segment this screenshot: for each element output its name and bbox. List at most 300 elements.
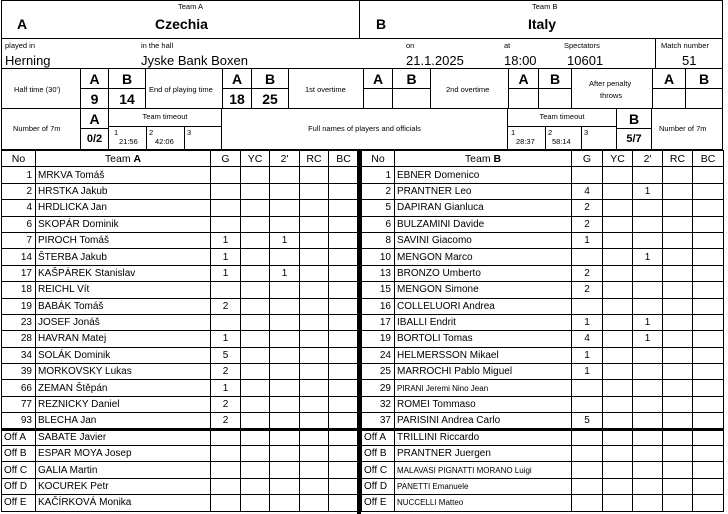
- player-red: [300, 200, 329, 216]
- official-empty-cell: [300, 446, 329, 462]
- penalty-col-b: B: [698, 71, 710, 87]
- official-empty-cell: [572, 478, 603, 494]
- player-yellow: [603, 364, 633, 380]
- player-goals: [572, 249, 603, 265]
- official-name: GALIA Martin: [36, 462, 211, 478]
- player-yellow: [603, 380, 633, 396]
- player-number: 2: [2, 183, 36, 199]
- player-goals: 2: [572, 265, 603, 281]
- official-empty-cell: [329, 446, 359, 462]
- player-red: [300, 364, 329, 380]
- player-blue: [329, 314, 359, 330]
- player-yellow: [241, 183, 270, 199]
- ot2-a-cell: [508, 68, 539, 109]
- player-name: BULZAMINI Davide: [395, 216, 572, 232]
- match-number-label: Match number: [661, 41, 709, 50]
- player-two-min: [270, 298, 300, 314]
- official-empty-cell: [270, 462, 300, 478]
- official-row: [362, 446, 724, 462]
- player-number: 8: [362, 232, 395, 248]
- player-name: MARROCHI Pablo Miguel: [395, 364, 572, 380]
- player-goals: 2: [211, 298, 241, 314]
- official-empty-cell: [300, 462, 329, 478]
- official-name: KAČÍRKOVÁ Monika: [36, 495, 211, 511]
- official-empty-cell: [693, 495, 724, 511]
- player-number: 25: [362, 364, 395, 380]
- player-goals: [211, 167, 241, 183]
- official-role: Off E: [362, 495, 395, 511]
- player-number: 14: [2, 249, 36, 265]
- player-name: BORTOLI Tomas: [395, 331, 572, 347]
- ot1-a-cell: [363, 68, 393, 109]
- official-empty-cell: [241, 462, 270, 478]
- col-yellow: YC: [603, 151, 633, 167]
- timeout-b-1-value: 28:37: [516, 137, 535, 146]
- player-red: [300, 298, 329, 314]
- official-empty-cell: [572, 462, 603, 478]
- player-name: HRSTKA Jakub: [36, 183, 211, 199]
- player-goals: 4: [572, 183, 603, 199]
- player-number: 34: [2, 347, 36, 363]
- player-row: [362, 216, 724, 232]
- team-b-caption: Team B: [532, 2, 558, 11]
- player-yellow: [603, 282, 633, 298]
- player-goals: 4: [572, 331, 603, 347]
- team-a-header: [1, 0, 360, 39]
- player-two-min: [270, 380, 300, 396]
- player-yellow: [603, 396, 633, 412]
- official-empty-cell: [572, 429, 603, 445]
- player-yellow: [603, 216, 633, 232]
- player-name: HAVRAN Matej: [36, 331, 211, 347]
- player-number: 16: [362, 298, 395, 314]
- ot1-col-b: B: [406, 71, 417, 87]
- col-team: [395, 151, 572, 167]
- player-yellow: [241, 249, 270, 265]
- ot2-col-a: A: [518, 71, 529, 87]
- player-goals: 1: [572, 232, 603, 248]
- official-row: [2, 429, 359, 445]
- team-b-header-row: [362, 151, 724, 167]
- sevenm-b-letter: B: [628, 111, 640, 127]
- player-goals: 5: [572, 413, 603, 429]
- player-two-min: [270, 314, 300, 330]
- player-name: BLECHA Jan: [36, 413, 211, 429]
- player-row: [2, 298, 359, 314]
- player-goals: 1: [211, 265, 241, 281]
- official-row: [2, 462, 359, 478]
- player-red: [663, 167, 693, 183]
- player-row: [2, 249, 359, 265]
- player-two-min: [633, 167, 663, 183]
- col-goals: G: [572, 151, 603, 167]
- timeout-a-2-num: 2: [149, 128, 154, 137]
- player-blue: [329, 413, 359, 429]
- player-row: [362, 396, 724, 412]
- player-row: [2, 396, 359, 412]
- player-two-min: [270, 167, 300, 183]
- player-goals: [572, 380, 603, 396]
- end-time-label: End of playing time: [149, 85, 213, 94]
- col-two-min: 2': [633, 151, 663, 167]
- player-row: [362, 413, 724, 429]
- sevenm-a-letter: A: [89, 111, 100, 127]
- player-yellow: [603, 183, 633, 199]
- player-name: REICHL Vít: [36, 282, 211, 298]
- player-name: ŠTERBA Jakub: [36, 249, 211, 265]
- sevenm-b-value: 5/7: [626, 133, 642, 145]
- team-b-header: [359, 0, 723, 39]
- sevenm-a-cell: [80, 108, 109, 150]
- official-empty-cell: [211, 478, 241, 494]
- player-number: 19: [362, 331, 395, 347]
- player-blue: [693, 249, 724, 265]
- player-number: 19: [2, 298, 36, 314]
- official-row: [362, 478, 724, 494]
- player-yellow: [241, 396, 270, 412]
- player-blue: [693, 380, 724, 396]
- player-red: [300, 216, 329, 232]
- team-a-name: Czechia: [155, 16, 208, 32]
- player-blue: [329, 396, 359, 412]
- col-goals: G: [211, 151, 241, 167]
- player-red: [300, 183, 329, 199]
- player-two-min: [270, 396, 300, 412]
- player-name: SKOPÁR Dominik: [36, 216, 211, 232]
- time-label: at: [504, 41, 511, 50]
- player-red: [663, 249, 693, 265]
- score-col-b: B: [121, 71, 133, 87]
- player-two-min: [633, 200, 663, 216]
- player-goals: 5: [211, 347, 241, 363]
- player-row: [2, 183, 359, 199]
- official-empty-cell: [603, 478, 633, 494]
- player-row: [362, 282, 724, 298]
- match-number-box: [655, 38, 723, 69]
- half-time-b-value: 14: [119, 91, 135, 107]
- official-empty-cell: [603, 446, 633, 462]
- official-name: SABATE Javier: [36, 429, 211, 445]
- player-name: SOLÁK Dominik: [36, 347, 211, 363]
- official-empty-cell: [633, 429, 663, 445]
- player-red: [663, 232, 693, 248]
- player-row: [362, 364, 724, 380]
- player-name: ROMEI Tommaso: [395, 396, 572, 412]
- penalty-label-1: After penalty: [589, 79, 632, 88]
- official-empty-cell: [270, 495, 300, 511]
- team-a-header-row: [2, 151, 359, 167]
- player-name: COLLELUORI Andrea: [395, 298, 572, 314]
- player-number: 24: [362, 347, 395, 363]
- player-red: [300, 396, 329, 412]
- player-two-min: 1: [633, 249, 663, 265]
- col-red: RC: [663, 151, 693, 167]
- official-empty-cell: [300, 478, 329, 494]
- time-value: 18:00: [504, 53, 537, 68]
- col-yellow: YC: [241, 151, 270, 167]
- timeout-a-1-value: 21:56: [119, 137, 138, 146]
- played-in-label: played in: [5, 41, 36, 50]
- player-yellow: [241, 298, 270, 314]
- player-goals: 1: [211, 331, 241, 347]
- player-red: [663, 396, 693, 412]
- official-empty-cell: [603, 429, 633, 445]
- col-blue: BC: [693, 151, 724, 167]
- player-two-min: [270, 413, 300, 429]
- player-blue: [693, 200, 724, 216]
- official-empty-cell: [633, 446, 663, 462]
- ot2-label: 2nd overtime: [446, 85, 490, 94]
- official-empty-cell: [241, 495, 270, 511]
- player-row: [362, 167, 724, 183]
- player-blue: [329, 298, 359, 314]
- player-yellow: [241, 364, 270, 380]
- player-yellow: [603, 167, 633, 183]
- player-number: 28: [2, 331, 36, 347]
- official-role: Off D: [362, 478, 395, 494]
- player-blue: [693, 331, 724, 347]
- player-two-min: [633, 413, 663, 429]
- official-empty-cell: [241, 478, 270, 494]
- player-number: 29: [362, 380, 395, 396]
- player-red: [663, 265, 693, 281]
- official-empty-cell: [663, 429, 693, 445]
- official-name: PRANTNER Juergen: [395, 446, 572, 462]
- timeout-b-2-num: 2: [548, 128, 553, 137]
- player-goals: 2: [211, 396, 241, 412]
- team-a-letter: A: [17, 16, 28, 32]
- player-yellow: [603, 331, 633, 347]
- player-yellow: [603, 265, 633, 281]
- player-number: 17: [2, 265, 36, 281]
- player-goals: [211, 216, 241, 232]
- official-empty-cell: [211, 446, 241, 462]
- timeout-a-3-num: 3: [187, 128, 192, 137]
- player-goals: 1: [572, 364, 603, 380]
- player-red: [663, 183, 693, 199]
- match-number-value: 51: [682, 53, 697, 68]
- player-goals: 2: [572, 200, 603, 216]
- timeout-a-1-num: 1: [114, 128, 119, 137]
- player-row: [362, 380, 724, 396]
- player-yellow: [241, 380, 270, 396]
- official-empty-cell: [663, 495, 693, 511]
- col-no: No: [362, 151, 395, 167]
- official-empty-cell: [211, 495, 241, 511]
- player-row: [2, 265, 359, 281]
- player-number: 23: [2, 314, 36, 330]
- player-goals: 2: [572, 282, 603, 298]
- player-yellow: [603, 347, 633, 363]
- official-empty-cell: [270, 429, 300, 445]
- col-team-letter: A: [133, 152, 142, 165]
- sevenm-b-cell: [616, 108, 652, 150]
- player-red: [663, 413, 693, 429]
- end-time-a-cell: [222, 68, 252, 109]
- player-name: MENGON Simone: [395, 282, 572, 298]
- player-number: 66: [2, 380, 36, 396]
- player-red: [300, 282, 329, 298]
- date-value: 21.1.2025: [406, 53, 464, 68]
- player-name: MRKVA Tomáš: [36, 167, 211, 183]
- penalty-a-cell: [652, 68, 686, 109]
- timeout-b-1-num: 1: [511, 128, 516, 137]
- player-blue: [693, 314, 724, 330]
- player-row: [2, 331, 359, 347]
- official-empty-cell: [693, 478, 724, 494]
- player-two-min: [270, 249, 300, 265]
- player-name: HRDLICKA Jan: [36, 200, 211, 216]
- player-goals: 1: [211, 249, 241, 265]
- official-row: [362, 429, 724, 445]
- player-red: [300, 249, 329, 265]
- player-number: 10: [362, 249, 395, 265]
- player-goals: [211, 282, 241, 298]
- player-two-min: [270, 183, 300, 199]
- player-blue: [693, 183, 724, 199]
- player-two-min: [270, 216, 300, 232]
- player-yellow: [603, 413, 633, 429]
- player-name: PIRANI Jeremi Nino Jean: [395, 380, 572, 396]
- player-two-min: 1: [270, 232, 300, 248]
- official-empty-cell: [663, 478, 693, 494]
- player-goals: [211, 183, 241, 199]
- player-number: 1: [362, 167, 395, 183]
- end-col-a: A: [231, 71, 243, 87]
- player-yellow: [603, 232, 633, 248]
- team-a-caption: Team A: [178, 2, 204, 11]
- sevenm-b-label: Number of 7m: [659, 124, 707, 133]
- timeout-a-2-value: 42:06: [155, 137, 174, 146]
- player-red: [663, 200, 693, 216]
- official-empty-cell: [300, 495, 329, 511]
- match-report-sheet: [1, 0, 723, 514]
- timeout-a-box: [108, 108, 222, 150]
- ot2-col-b: B: [549, 71, 561, 87]
- official-empty-cell: [572, 495, 603, 511]
- player-row: [2, 200, 359, 216]
- player-red: [300, 380, 329, 396]
- official-role: Off D: [2, 478, 36, 494]
- official-empty-cell: [693, 446, 724, 462]
- col-two-min: 2': [270, 151, 300, 167]
- player-name: ZEMAN Štěpán: [36, 380, 211, 396]
- player-red: [300, 167, 329, 183]
- player-row: [2, 167, 359, 183]
- player-goals: [572, 167, 603, 183]
- player-red: [663, 298, 693, 314]
- penalty-col-a: A: [663, 71, 675, 87]
- player-name: REZNICKY Daniel: [36, 396, 211, 412]
- half-time-a-value: 9: [90, 91, 99, 107]
- player-two-min: [633, 216, 663, 232]
- official-empty-cell: [270, 446, 300, 462]
- player-two-min: [270, 282, 300, 298]
- player-red: [663, 364, 693, 380]
- player-blue: [329, 347, 359, 363]
- official-row: [2, 478, 359, 494]
- player-two-min: [633, 298, 663, 314]
- player-row: [362, 314, 724, 330]
- player-yellow: [603, 200, 633, 216]
- player-goals: [211, 200, 241, 216]
- team-b-roster: [361, 150, 724, 512]
- official-empty-cell: [663, 462, 693, 478]
- player-blue: [693, 413, 724, 429]
- player-number: 15: [362, 282, 395, 298]
- player-goals: 2: [211, 364, 241, 380]
- official-row: [362, 495, 724, 511]
- player-goals: [572, 396, 603, 412]
- timeout-a-label: Team timeout: [142, 112, 188, 121]
- player-red: [663, 282, 693, 298]
- col-team-label: Team: [464, 152, 491, 165]
- col-no: No: [2, 151, 36, 167]
- player-blue: [693, 298, 724, 314]
- hall-label: in the hall: [141, 41, 174, 50]
- player-name: KAŠPÁREK Stanislav: [36, 265, 211, 281]
- official-role: Off C: [2, 462, 36, 478]
- player-number: 1: [2, 167, 36, 183]
- player-two-min: [270, 331, 300, 347]
- official-row: [362, 462, 724, 478]
- player-row: [362, 331, 724, 347]
- player-blue: [693, 396, 724, 412]
- player-red: [663, 314, 693, 330]
- player-blue: [693, 282, 724, 298]
- official-empty-cell: [603, 462, 633, 478]
- player-row: [362, 347, 724, 363]
- official-empty-cell: [300, 429, 329, 445]
- player-yellow: [241, 282, 270, 298]
- player-number: 4: [2, 200, 36, 216]
- player-row: [2, 380, 359, 396]
- player-blue: [329, 183, 359, 199]
- player-two-min: [633, 380, 663, 396]
- player-red: [663, 216, 693, 232]
- player-red: [663, 380, 693, 396]
- player-yellow: [241, 331, 270, 347]
- player-goals: 1: [572, 314, 603, 330]
- player-row: [362, 232, 724, 248]
- player-red: [663, 347, 693, 363]
- team-b-letter: B: [376, 16, 387, 32]
- player-yellow: [241, 200, 270, 216]
- player-two-min: [270, 200, 300, 216]
- player-red: [300, 413, 329, 429]
- timeout-b-label: Team timeout: [539, 112, 585, 121]
- player-number: 37: [362, 413, 395, 429]
- player-goals: 2: [572, 216, 603, 232]
- player-red: [663, 331, 693, 347]
- official-empty-cell: [329, 462, 359, 478]
- ot1-label: 1st overtime: [305, 85, 346, 94]
- official-empty-cell: [241, 429, 270, 445]
- player-row: [2, 216, 359, 232]
- official-role: Off E: [2, 495, 36, 511]
- official-role: Off B: [362, 446, 395, 462]
- player-blue: [693, 364, 724, 380]
- hall-value: Jyske Bank Boxen: [141, 53, 248, 68]
- player-name: SAVINI Giacomo: [395, 232, 572, 248]
- player-two-min: [633, 396, 663, 412]
- player-blue: [693, 167, 724, 183]
- player-blue: [693, 265, 724, 281]
- player-name: PRANTNER Leo: [395, 183, 572, 199]
- player-blue: [329, 265, 359, 281]
- player-number: 32: [362, 396, 395, 412]
- player-blue: [329, 331, 359, 347]
